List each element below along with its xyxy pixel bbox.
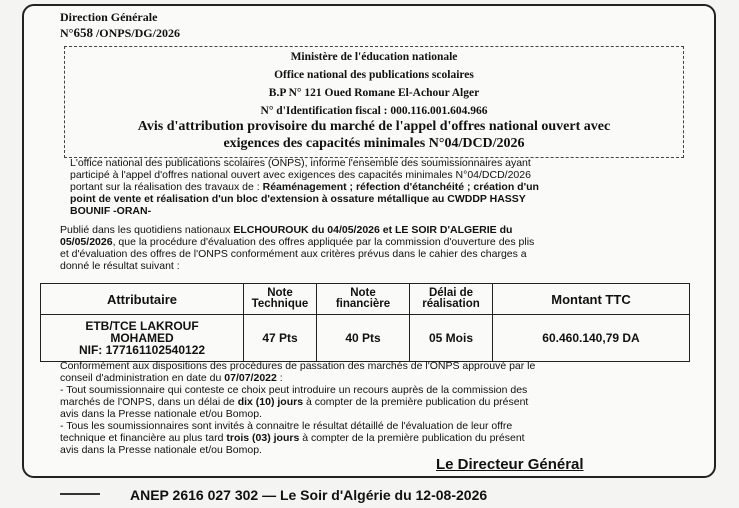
cell-note-financiere: 40 Pts [317, 315, 410, 362]
text-line: avis dans la Presse nationale et/ou Bomop. [60, 444, 262, 456]
header-text: Technique [251, 298, 309, 310]
text-span: 07/07/2022 [224, 372, 277, 384]
cell-attributaire [41, 315, 244, 362]
table-header-row [41, 284, 690, 315]
text-span: technique et financière au plus tard [60, 432, 227, 444]
text-span: dix (10) jours [237, 396, 304, 408]
header-text: financière [335, 298, 391, 310]
header-note-technique [244, 284, 317, 315]
table-row [41, 315, 690, 362]
text-span: à compter de la première publication du présent [299, 432, 525, 444]
header-note-financiere [317, 284, 410, 315]
header-text: Délai de [428, 287, 474, 299]
cell-delai: 05 Mois [410, 315, 493, 362]
text-span: point de vente et réalisation d'un bloc d'extension à ossature métallique au CWDDP HASSY [70, 193, 526, 205]
text-line [70, 193, 692, 205]
text-span: à compter de la première publication du présent [303, 396, 529, 408]
text-line [60, 236, 692, 248]
header-montant: Montant TTC [493, 284, 690, 315]
attributaire-name: MOHAMED [110, 331, 174, 345]
text-line: et d'évaluation des offres de l'ONPS conformément aux critères prévus dans le cahier des charges a [60, 248, 527, 260]
reference-block [60, 10, 180, 41]
text-line: participé à l'appel d'offres national ouvert avec exigences des capacités minimales N°04/DCD/2026 [70, 169, 531, 181]
text-line: Conformément aux dispositions des procédures de passation des marchés de l'ONPS approuvé par le [60, 360, 536, 372]
text-span: trois (03) jours [226, 432, 300, 444]
text-span: ELCHOUROUK du 04/05/2026 et LE SOIR D'ALGERIE du [233, 224, 513, 236]
footer-publication: ANEP 2616 027 302 — Le Soir d'Algérie du 12-08-2026 [130, 487, 488, 503]
text-line [70, 181, 692, 193]
attributaire-name: ETB/TCE LAKROUF [85, 319, 199, 333]
direction-label: Direction Générale [60, 10, 158, 24]
text-line [60, 372, 692, 384]
reference-number: N°658 /ONPS/DG/2026 [60, 25, 180, 40]
title-line-2: exigences des capacités minimales N°04/DCD/2026 [223, 136, 525, 151]
text-span: portant sur la réalisation des travaux de : [70, 181, 263, 193]
text-line: L'office national des publications scolaires (ONPS), informe l'ensemble des soumissionnaires ayant [70, 157, 531, 169]
address-line: B.P N° 121 Oued Romane El-Achour Alger [268, 87, 480, 99]
text-line: donné le résultat suivant : [60, 260, 180, 272]
title-line-1: Avis d'attribution provisoire du marché de l'appel d'offres national ouvert avec [137, 119, 611, 134]
publication-paragraph [60, 224, 692, 272]
notice-title [74, 118, 674, 152]
header-text: réalisation [422, 298, 480, 310]
text-line: - Tout soumissionnaire qui conteste ce choix peut introduire un recours auprès de la commission des [60, 384, 528, 396]
text-line: avis dans la Presse nationale et/ou Bomop. [60, 408, 262, 420]
text-span: , que la procédure d'évaluation des offres appliquée par la commission d'ouverture des plis [112, 236, 535, 248]
text-span: 05/05/2026 [60, 236, 113, 248]
cell-note-technique: 47 Pts [244, 315, 317, 362]
text-span: conseil d'administration en date du [60, 372, 225, 384]
text-span: Réaménagement ; réfection d'étanchéité ; création d'un [262, 181, 539, 193]
signature-title: Le Directeur Général [436, 456, 584, 473]
header-delai [410, 284, 493, 315]
header-text: Note [350, 287, 376, 299]
text-line: - Tous les soumissionnaires sont invités à connaitre le résultat détaillé de l'évaluation de leur offre [60, 420, 513, 432]
text-line [60, 396, 692, 408]
result-table [40, 283, 690, 362]
text-span: Publié dans les quotidiens nationaux [60, 224, 234, 236]
ministry-line: Ministère de l'éducation nationale [290, 51, 458, 63]
header-text: Note [267, 287, 293, 299]
text-span: : [276, 372, 283, 384]
procedure-paragraph [60, 360, 692, 456]
footer-rule [60, 493, 100, 501]
text-line [70, 205, 692, 217]
header-attributaire: Attributaire [41, 284, 244, 315]
text-line [60, 432, 692, 444]
text-span: BOUNIF -ORAN- [70, 205, 152, 217]
office-line: Office national des publications scolaires [274, 69, 474, 81]
text-span: marchés de l'ONPS, dans un délai de [60, 396, 238, 408]
intro-paragraph [70, 157, 692, 217]
attributaire-nif: NIF: 177161102540122 [78, 343, 206, 357]
text-line [60, 224, 692, 236]
fiscal-line: N° d'Identification fiscal : 000.116.001.604.966 [260, 105, 488, 117]
cell-montant: 60.460.140,79 DA [493, 315, 690, 362]
